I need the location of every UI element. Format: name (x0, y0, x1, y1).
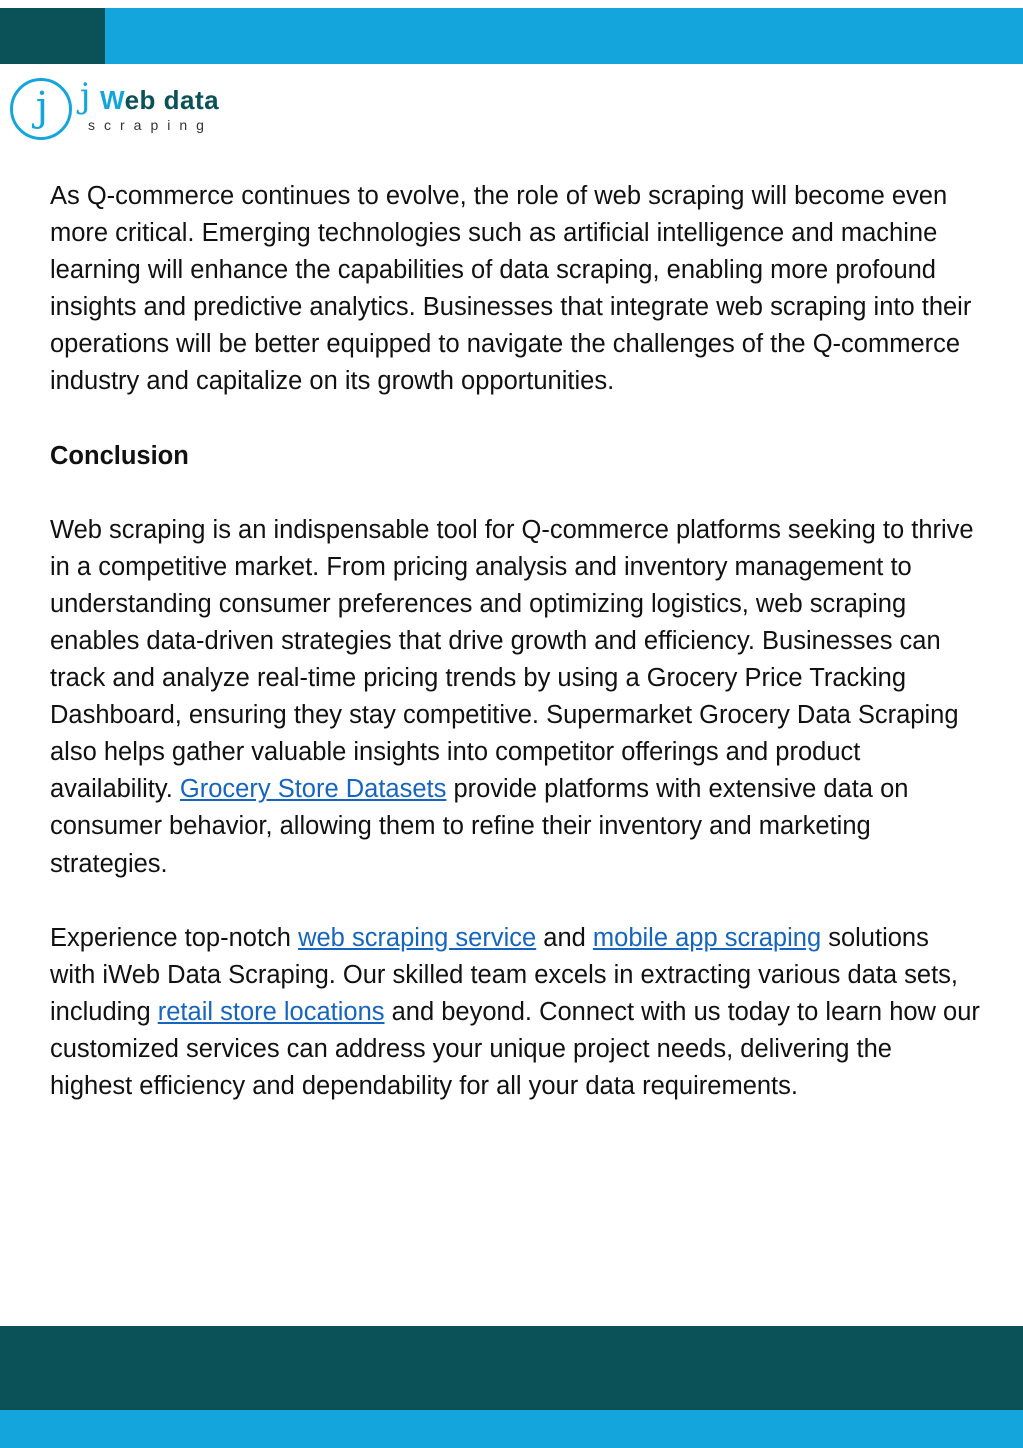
conclusion-text-2: provide platforms with extensive data on consumer behavior, allowing them to refine their inventory and marketing strategies. (50, 775, 909, 878)
logo-j-glyph-secondary: j (80, 76, 91, 116)
document-body (50, 178, 980, 1105)
cta-text-3: solutions with iWeb Data Scraping. Our skilled team excels in extracting various data sets, including (50, 923, 959, 1026)
cta-text-2: and (536, 923, 593, 952)
footer-band (0, 1326, 1023, 1410)
web-scraping-service-link[interactable]: web scraping service (298, 923, 537, 952)
mobile-app-scraping-link[interactable]: mobile app scraping (592, 923, 822, 952)
intro-paragraph: As Q-commerce continues to evolve, the role of web scraping will become even more critical. Emerging technologies such as artificial intelligence and machine learning will enhance the capabilities of data scraping, enabling more profound insights and predictive analytics. Businesses that integrate web scraping into their operations will be better equipped to navigate the challenges of the Q-commerce industry and capitalize on its growth opportunities. (50, 182, 972, 396)
retail-store-locations-link[interactable]: retail store locations (157, 997, 385, 1026)
cta-paragraph (50, 920, 980, 1105)
cta-text-4: and beyond. Connect with us today to learn how our customized services can address your unique project needs, delivering the highest efficiency and dependability for all your data requirements. (50, 997, 980, 1100)
cta-text-1: Experience top-notch (50, 923, 299, 952)
header-band (0, 8, 1023, 64)
logo-wordmark-initial: W (100, 85, 125, 115)
logo-wordmark-rest: eb data (124, 85, 220, 115)
section-heading: Conclusion (50, 441, 189, 470)
footer-accent-band (0, 1410, 1023, 1448)
conclusion-text-1: Web scraping is an indispensable tool for Q-commerce platforms seeking to thrive in a competitive market. From pricing analysis and inventory management to understanding consumer preferences and optimizing logistics, web scraping enables data-driven strategies that drive growth and efficiency. Businesses can track and analyze real-time pricing trends by using a Grocery Price Tracking Dashboard, ensuring they stay competitive. Supermarket Grocery Data Scraping also helps gather valuable insights into competitor offerings and product availability. (50, 515, 974, 804)
logo-subtitle: scraping (88, 117, 213, 133)
conclusion-paragraph (50, 512, 980, 883)
logo-wordmark (100, 84, 219, 116)
company-logo (8, 76, 238, 146)
logo-j-glyph: j (35, 84, 49, 130)
header-accent-block (0, 8, 105, 64)
grocery-store-datasets-link[interactable]: Grocery Store Datasets (179, 775, 447, 804)
